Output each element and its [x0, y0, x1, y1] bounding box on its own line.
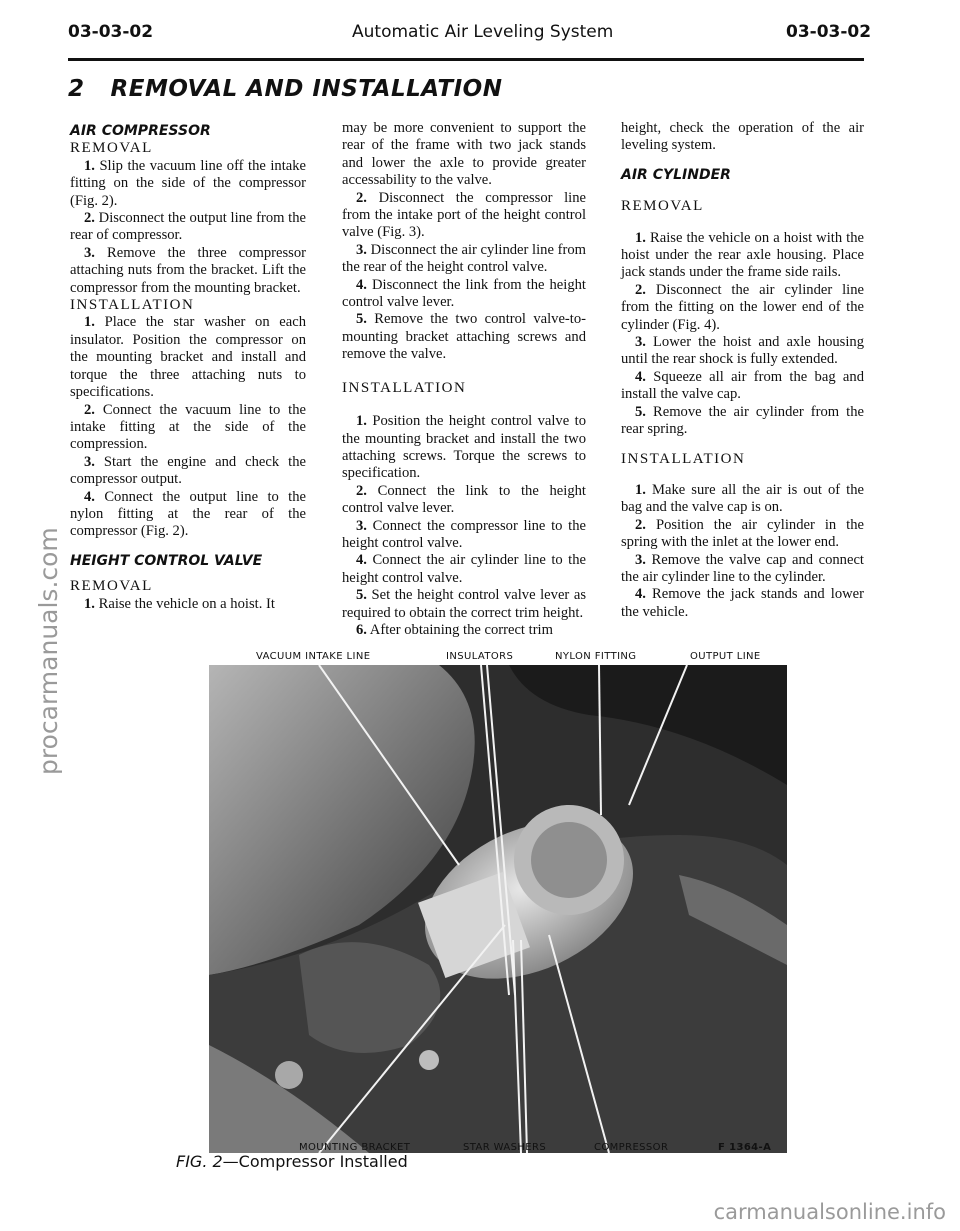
- figure-code: F 1364-A: [718, 1142, 772, 1153]
- heading-air-compressor: AIR COMPRESSOR: [70, 123, 211, 139]
- column-1: [70, 120, 306, 613]
- step: 1. Position the height control valve to the mounting bracket and install the two attaching screws. Torque the screws to specification.: [342, 413, 586, 482]
- step: 4. Connect the air cylinder line to the height control valve.: [342, 552, 587, 586]
- step: 3. Start the engine and check the compressor output.: [70, 453, 306, 488]
- figure-label-compressor: COMPRESSOR: [594, 1142, 669, 1153]
- compressor-photo: [209, 665, 787, 1153]
- heading-installation: INSTALLATION: [70, 297, 195, 314]
- paragraph: may be more convenient to support the rear of the frame with two jack stands and lower the axle to provide greater accessability to the valve.: [342, 120, 586, 189]
- step: 4. Disconnect the link from the height control valve lever.: [342, 276, 586, 311]
- step: 5. Set the height control valve lever as required to obtain the correct trim height.: [342, 587, 586, 621]
- compressor-photo-illustration: [209, 665, 787, 1153]
- figure-caption-text: —Compressor Installed: [222, 1152, 408, 1171]
- heading-installation: INSTALLATION: [342, 379, 467, 396]
- bottom-watermark: carmanualsonline.info: [713, 1200, 946, 1224]
- step: 3. Remove the valve cap and connect the air cylinder line to the cylinder.: [621, 551, 864, 585]
- step: 1. Raise the vehicle on a hoist with the hoist under the rear axle housing. Place jack stands under the frame side rails.: [621, 229, 864, 281]
- step: 2. Disconnect the output line from the rear of compressor.: [70, 210, 306, 244]
- step: 1. Make sure all the air is out of the bag and the valve cap is on.: [621, 481, 865, 516]
- step: 4. Squeeze all air from the bag and install the valve cap.: [621, 368, 865, 403]
- step: 4. Remove the jack stands and lower the vehicle.: [621, 586, 865, 620]
- step: 5. Remove the two control valve-to-mounting bracket attaching screws and remove the valve.: [342, 311, 586, 363]
- document-title: Automatic Air Leveling System: [352, 22, 614, 42]
- column-2: [342, 120, 586, 639]
- step: 3. Remove the three compressor attaching nuts from the bracket. Lift the compressor from the mounting bracket.: [70, 244, 306, 296]
- step: 6. After obtaining the correct trim: [356, 621, 553, 638]
- step: 2. Connect the link to the height control valve lever.: [342, 482, 586, 517]
- side-watermark-text: procarmanuals.com: [34, 527, 63, 775]
- step: 1. Raise the vehicle on a hoist. It: [84, 595, 275, 612]
- figure-label-mounting-bracket: MOUNTING BRACKET: [299, 1142, 411, 1153]
- step: 1. Slip the vacuum line off the intake fitting on the side of the compressor (Fig. 2).: [70, 157, 306, 209]
- figure-label-vacuum-intake-line: VACUUM INTAKE LINE: [256, 651, 371, 662]
- step: 4. Connect the output line to the nylon fitting at the rear of the compressor (Fig. 2).: [70, 488, 306, 540]
- section-heading: REMOVAL AND INSTALLATION: [110, 76, 503, 102]
- section-number: 2: [68, 76, 85, 102]
- side-watermark: [0, 0, 63, 1231]
- heading-removal: REMOVAL: [621, 198, 704, 215]
- heading-air-cylinder: AIR CYLINDER: [621, 166, 731, 183]
- step: 3. Lower the hoist and axle housing until the rear shock is fully extended.: [621, 334, 864, 368]
- heading-removal: REMOVAL: [70, 140, 153, 157]
- page-number-right: 03-03-02: [786, 22, 872, 42]
- figure-label-insulators: INSULATORS: [446, 651, 514, 662]
- figure-label-nylon-fitting: NYLON FITTING: [555, 651, 637, 662]
- step: 2. Disconnect the air cylinder line from the fitting on the lower end of the cylinder (Fig. 4).: [621, 281, 864, 333]
- step: 3. Connect the compressor line to the height control valve.: [342, 517, 587, 551]
- figure-label-output-line: OUTPUT LINE: [690, 651, 761, 662]
- header-rule: [68, 58, 864, 61]
- paragraph: height, check the operation of the air leveling system.: [621, 120, 864, 154]
- column-3: [621, 120, 864, 621]
- figure-caption-prefix: FIG. 2: [176, 1152, 223, 1171]
- step: 2. Connect the vacuum line to the intake fitting at the side of the compression.: [70, 401, 306, 453]
- figure-caption: [176, 1152, 408, 1171]
- heading-installation: INSTALLATION: [621, 450, 746, 467]
- step: 2. Position the air cylinder in the spring with the inlet at the lower end.: [621, 516, 864, 551]
- heading-height-control-valve: HEIGHT CONTROL VALVE: [70, 552, 263, 569]
- section-title: [68, 76, 502, 102]
- step: 1. Place the star washer on each insulator. Position the compressor on the mounting bracket and install and torque the three attaching nuts to specifications.: [70, 314, 306, 401]
- step: 3. Disconnect the air cylinder line from the rear of the height control valve.: [342, 241, 586, 276]
- step: 5. Remove the air cylinder from the rear spring.: [621, 403, 864, 438]
- figure-label-star-washers: STAR WASHERS: [463, 1142, 547, 1153]
- page-number-left: 03-03-02: [68, 22, 154, 42]
- step: 2. Disconnect the compressor line from the intake port of the height control valve (Fig. 3).: [342, 189, 586, 241]
- heading-removal: REMOVAL: [70, 578, 153, 595]
